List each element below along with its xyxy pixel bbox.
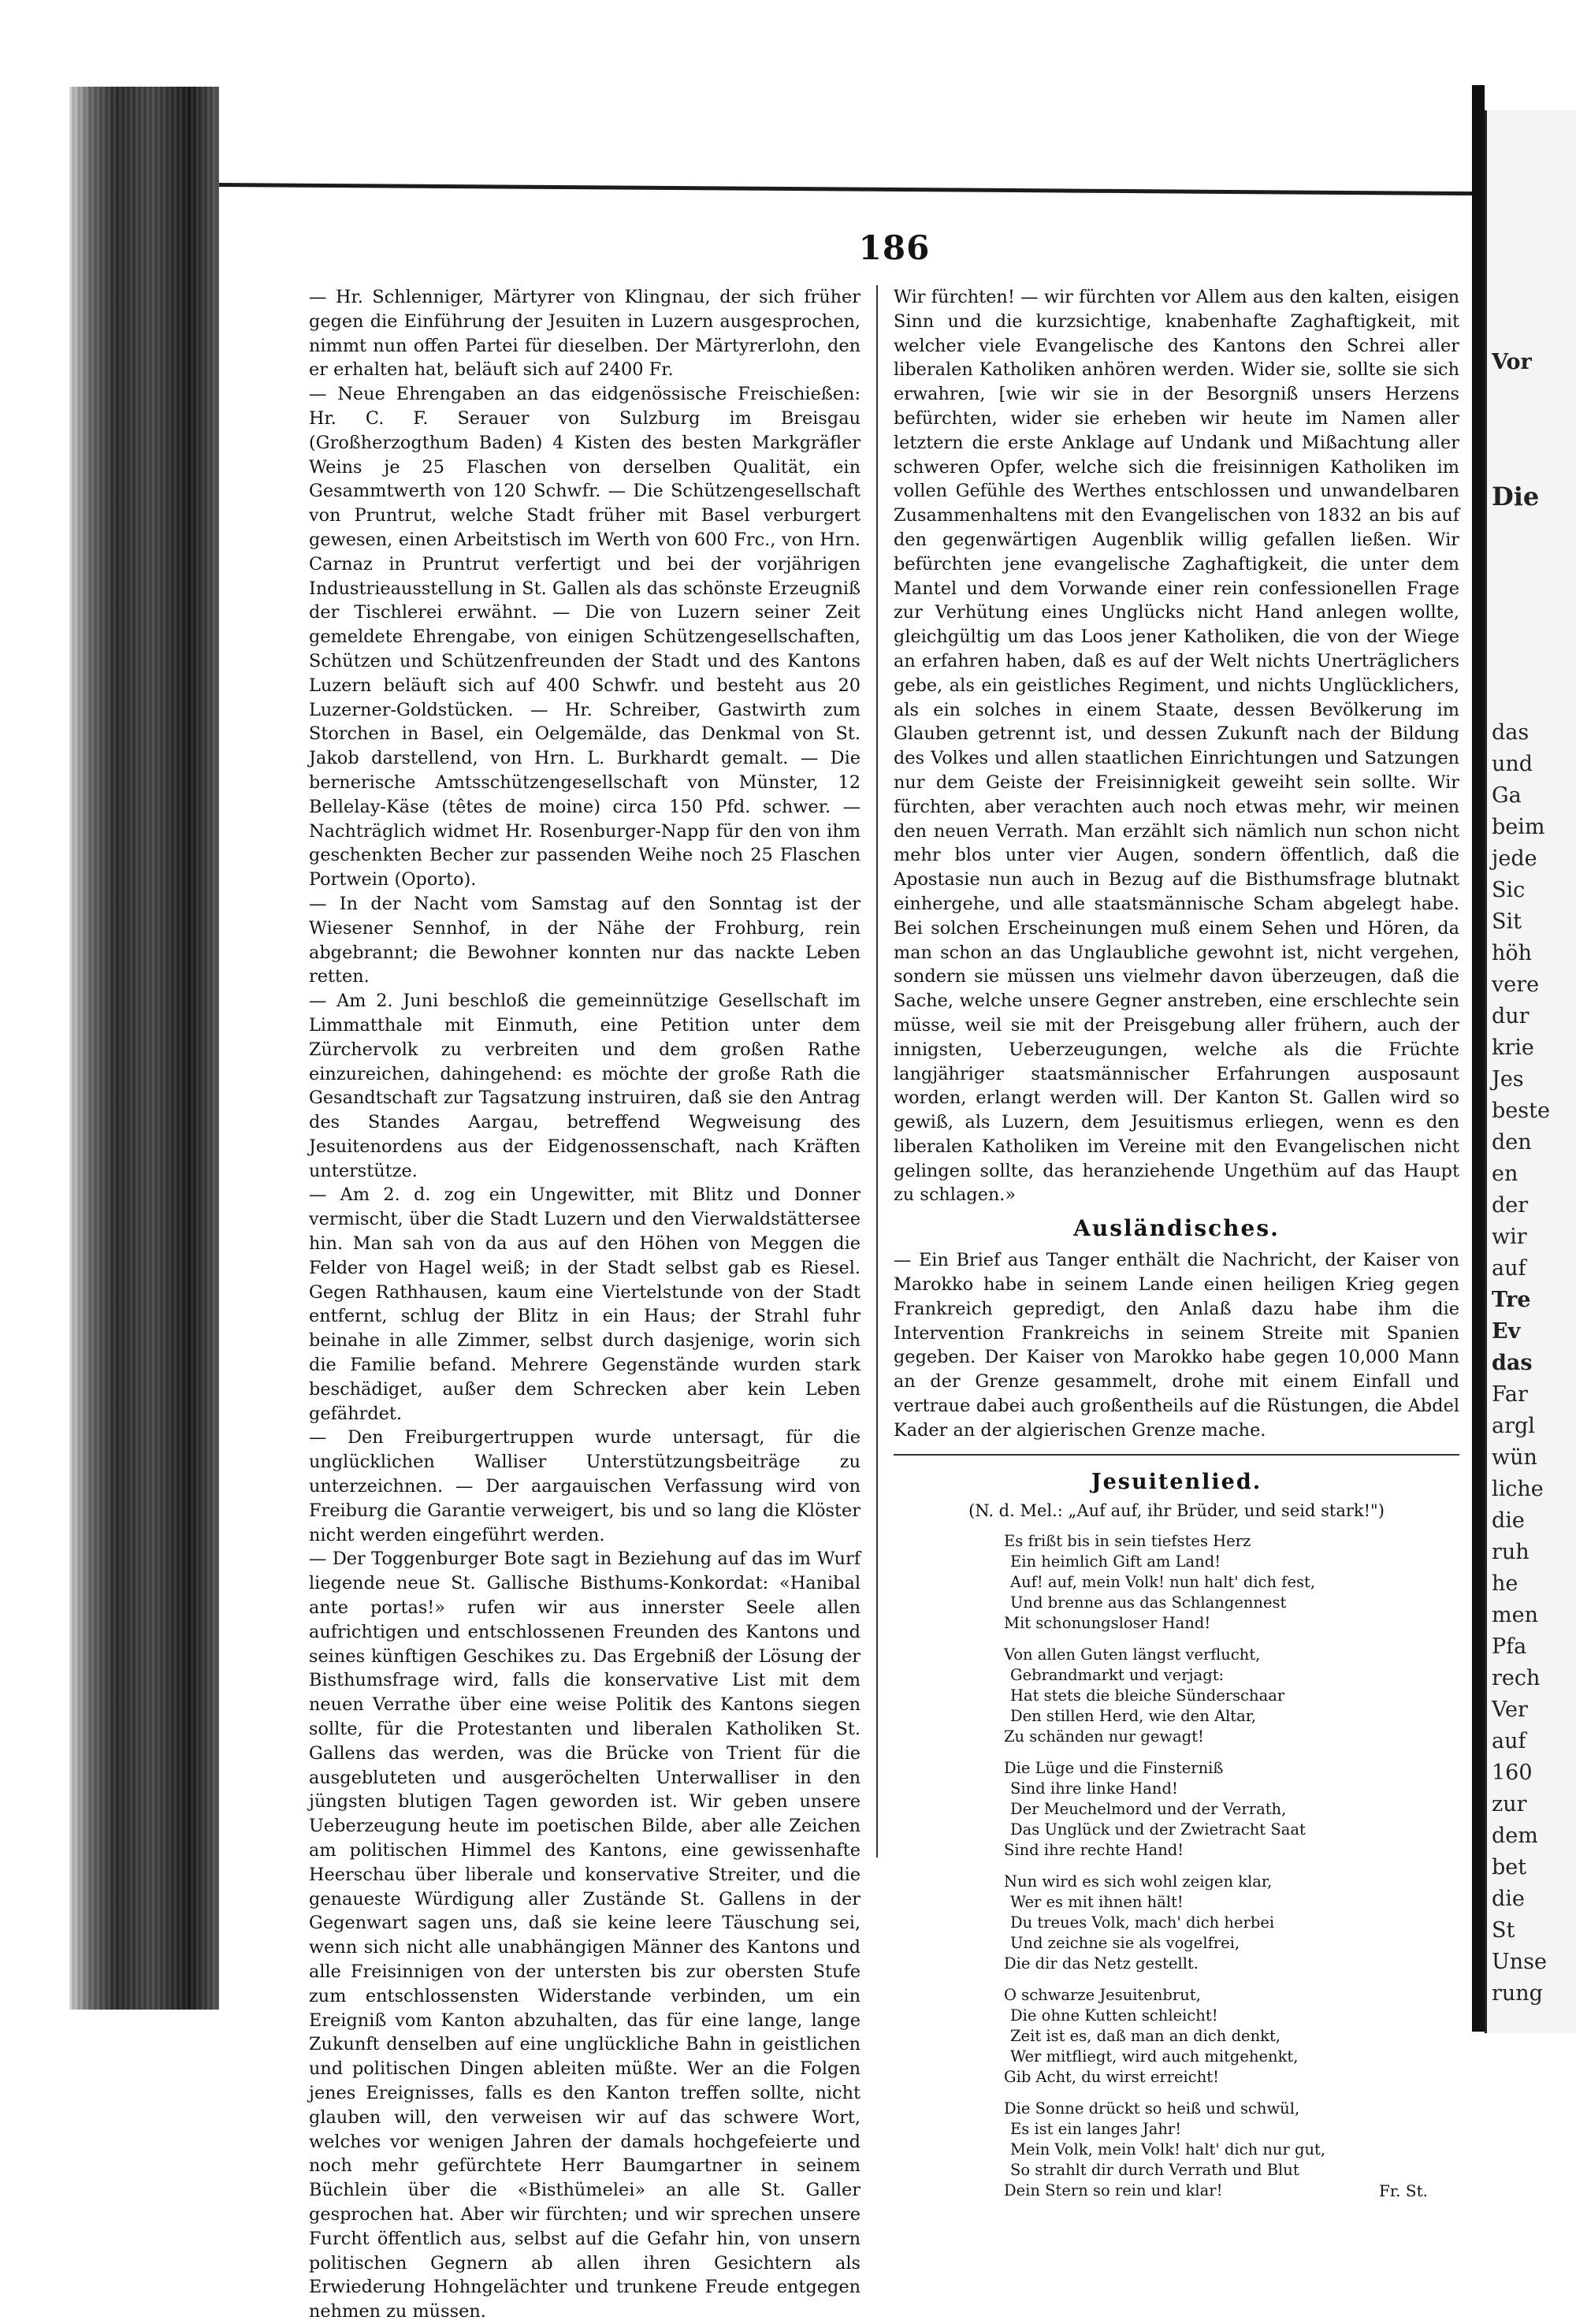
- poem-line: Mein Volk, mein Volk! halt' dich nur gut,: [1010, 2140, 1326, 2159]
- adjacent-page-line: dem: [1492, 1824, 1538, 1848]
- poem-line: Die ohne Kutten schleicht!: [1010, 2006, 1218, 2025]
- poem-line: Es ist ein langes Jahr!: [1010, 2119, 1182, 2138]
- section-divider: [894, 1454, 1459, 1456]
- poem-line: Es frißt bis in sein tiefstes Herz: [1004, 1531, 1251, 1550]
- adjacent-page-line: die: [1492, 1887, 1525, 1911]
- adjacent-page-line: wir: [1492, 1225, 1527, 1249]
- news-item-storm: — Am 2. d. zog ein Ungewitter, mit Blitz und Donner vermischt, über die Stadt Luzern und den Vierwaldstättersee hin. Man sah von da aus auf den Höhen von Meggen die Felder von Hagel weiß; in der Stadt selbst gab es Riesel. Gegen Rathhausen, kaum eine Viertelstunde von der Stadt entfernt, schlug der Blitz in ein Haus; der Strahl fuhr beinahe in alle Zimmer, selbst durch dasjenige, worin sich die Familie befand. Mehrere Gegenstände wurden stark beschädiget, außer dem Schrecken aber kein Leben gefährdet.: [309, 1184, 860, 1424]
- left-column: [309, 285, 860, 2324]
- adjacent-page-line: das: [1492, 1351, 1533, 1375]
- adjacent-page-line: Ga: [1492, 783, 1522, 808]
- book-gutter: [69, 87, 219, 2010]
- poem-line: O schwarze Jesuitenbrut,: [1004, 1985, 1201, 2004]
- adjacent-page-line: der: [1492, 1193, 1529, 1218]
- poem-stanza: [1004, 1985, 1459, 2088]
- adjacent-page-line: Ev: [1492, 1319, 1521, 1344]
- page-edge-bar: [1472, 85, 1485, 2032]
- poem-melody-note: (N. d. Mel.: „Auf auf, ihr Brüder, und seid stark!"): [968, 1500, 1385, 1520]
- news-item-morocco: — Ein Brief aus Tanger enthält die Nachricht, der Kaiser von Marokko habe in seinem Lande einen heiligen Krieg gegen Frankreich gepredigt, den Anlaß dazu habe ihm die Intervention Frankreichs in seinem Streite mit Spanien gegeben. Der Kaiser von Marokko habe gegen 10,000 Mann an der Grenze gesammelt, drohe mit einem Einfall und vertraue dabei auch großentheils auf die Rüstungen, die Abdel Kader an der algierischen Grenze mache.: [894, 1250, 1459, 1441]
- adjacent-page-line: rung: [1492, 1981, 1543, 2006]
- adjacent-page: [1485, 110, 1576, 2033]
- poem-line: Nun wird es sich wohl zeigen klar,: [1004, 1872, 1273, 1891]
- poem-line: Die dir das Netz gestellt.: [1004, 1954, 1199, 1973]
- adjacent-page-line: men: [1492, 1603, 1538, 1627]
- adjacent-page-line: bet: [1492, 1855, 1527, 1880]
- adjacent-page-line: krie: [1492, 1036, 1534, 1060]
- poem-line: Die Sonne drückt so heiß und schwül,: [1004, 2099, 1300, 2118]
- poem-line: Gebrandmarkt und verjagt:: [1010, 1665, 1225, 1684]
- poem-line: Sind ihre linke Hand!: [1010, 1779, 1178, 1798]
- adjacent-page-line: Ver: [1492, 1697, 1528, 1722]
- adjacent-page-line: rech: [1492, 1666, 1541, 1690]
- poem-line: Zu schänden nur gewagt!: [1004, 1727, 1204, 1746]
- poem-line: Das Unglück und der Zwietracht Saat: [1010, 1820, 1306, 1839]
- adjacent-page-line: die: [1492, 1508, 1525, 1533]
- adjacent-page-line: he: [1492, 1571, 1518, 1596]
- poem-line: Auf! auf, mein Volk! nun halt' dich fest,: [1010, 1572, 1316, 1591]
- poem-stanza: [1004, 1531, 1459, 1634]
- poem-stanza: [1004, 1758, 1459, 1861]
- poem-line: Du treues Volk, mach' dich herbei: [1010, 1913, 1275, 1932]
- adjacent-page-line: wün: [1492, 1445, 1537, 1470]
- adjacent-page-line: dur: [1492, 1004, 1530, 1028]
- adjacent-page-line: höh: [1492, 941, 1533, 965]
- adjacent-page-line: 160: [1492, 1761, 1533, 1785]
- page-number: 186: [858, 229, 931, 267]
- poem-line: Dein Stern so rein und klar!: [1004, 2181, 1223, 2199]
- adjacent-page-line: Vor: [1492, 350, 1532, 374]
- adjacent-page-line: auf: [1492, 1729, 1526, 1753]
- adjacent-page-line: und: [1492, 752, 1533, 776]
- adjacent-page-line: St: [1492, 1918, 1515, 1943]
- adjacent-page-line: vere: [1492, 972, 1540, 997]
- adjacent-page-line: Jes: [1492, 1067, 1524, 1091]
- adjacent-page-line: ruh: [1492, 1540, 1530, 1564]
- poem-line: Die Lüge und die Finsterniß: [1004, 1758, 1224, 1777]
- adjacent-page-line: liche: [1492, 1477, 1544, 1501]
- poem-line: Sind ihre rechte Hand!: [1004, 1840, 1184, 1859]
- adjacent-page-line: Unse: [1492, 1950, 1547, 1974]
- adjacent-page-line: Sic: [1492, 878, 1526, 902]
- page-top-rule: [219, 183, 1480, 195]
- poem-line: Der Meuchelmord und der Verrath,: [1010, 1799, 1287, 1818]
- column-divider: [876, 285, 878, 1857]
- adjacent-page-line: en: [1492, 1162, 1518, 1186]
- news-item-continuation: Wir fürchten! — wir fürchten vor Allem aus den kalten, eisigen Sinn und die kurzsichtige, knabenhafte Zaghaftigkeit, mit welcher viele Evangelische des Kantons den Schrei aller liberalen Katholiken anhören werden. Wider sie, sollte sie sich erwahren, [wie wir sie in der Besorgniß unsers Herzens befürchten, wider sie erheben wir heute im Namen aller letztern die erste Anklage auf Undank und Mißachtung aller schweren Opfer, welche sich die freisinnigen Katholiken im vollen Gefühle des Werthes entschlossen und unwandelbaren Zusammenhaltens mit den Evangelischen von 1832 an bis auf den gegenwärtigen Augenblik willig gefallen ließen. Wir befürchten jene evangelische Zaghaftigkeit, die unter dem Mantel und dem Vorwande einer rein confessionellen Frage zur Verhütung eines Unglücks nicht Hand anlegen wollte, gleichgültig um das Loos jener Katholiken, die von der Wiege an erfahren haben, daß es auf der Welt nichts Unerträglichers gebe, als ein geistliches Regiment, und nichts Unglücklichers, als ein solches in einem Staate, dessen Bevölkerung im Glauben getrennt ist, und dessen Zukunft nach der Bildung des Volkes und allen staatlichen Einrichtungen und Satzungen nur dem Geiste der Freisinnigkeit geweiht sein sollte. Wir fürchten, aber verachten auch noch etwas mehr, wir meinen den neuen Verrath. Man erzählt sich nämlich nun schon nicht mehr blos unter vier Augen, sondern öffentlich, daß die Apostasie nun auch in Bezug auf die Bisthumsfrage blutnakt einhergehe, und alle staatsmännische Scham abgelegt habe. Bei solchen Erscheinungen muß einem Sehen und Hören, da man schon an das Unglaubliche gewohnt ist, nicht vergehen, sondern sie müssen uns vielmehr davon überzeugen, daß die Sache, welche unsere Gegner anstreben, eine erschlechte sein müsse, weil sie mit der Preisgebung aller frühern, auch der innigsten, Ueberzeugungen, welche als die Früchte langjähriger staatsmännischer Erfahrungen ausposaunt worden, erlangt werden will. Der Kanton St. Gallen wird so gewiß, als Luzern, dem Jesuitismus erliegen, wenn es den liberalen Katholiken im Vereine mit den Evangelischen nicht gelingen sollte, das heranziehende Ungethüm auf das Haupt zu schlagen.»: [894, 287, 1459, 1206]
- poem-body: [1004, 1531, 1459, 2201]
- poem-line: Von allen Guten längst verflucht,: [1004, 1645, 1261, 1664]
- news-item-ehrengaben: — Neue Ehrengaben an das eidgenössische Freischießen: Hr. C. F. Serauer von Sulzburg im Breisgau (Großherzogthum Baden) 4 Kisten des besten Markgräfler Weins je 25 Flaschen von derselben Qualität, ein Gesammtwerth von 120 Schwfr. — Die Schützengesellschaft von Pruntrut, welche Stadt früher mit Basel verburgert gewesen, einen Arbeitstisch im Werth von 600 Frc., von Hrn. Carnaz in Pruntrut verfertigt und bei der vorjährigen Industrieausstellung in St. Gallen als das schönste Erzeugniß der Tischlerei erwähnt. — Die von Luzern seiner Zeit gemeldete Ehrengabe, von einigen Schützengesellschaften, Schützen und Schützenfreunden der Stadt und des Kantons Luzern beläuft sich auf 400 Schwfr. und besteht aus 20 Luzerner-Goldstücken. — Hr. Schreiber, Gastwirth zum Storchen in Basel, ein Oelgemälde, das Denkmal von St. Jakob darstellend, von Hrn. L. Burkhardt gemalt. — Die bernerische Amtsschützengesellschaft von Münster, 12 Bellelay-Käse (têtes de moine) circa 150 Pfd. schwer. — Nachträglich widmet Hr. Rosenburger-Napp für den von ihm geschenkten Becher zur passenden Weihe noch 25 Flaschen Portwein (Oporto).: [309, 384, 860, 891]
- right-column: [894, 285, 1459, 2212]
- poem-line: Gib Acht, du wirst erreicht!: [1004, 2067, 1219, 2086]
- poem-line: Mit schonungsloser Hand!: [1004, 1613, 1211, 1632]
- adjacent-page-top: [1487, 347, 1532, 378]
- poem-line: Den stillen Herd, wie den Altar,: [1010, 1706, 1257, 1725]
- news-item-sennhof-fire: — In der Nacht vom Samstag auf den Sonntag ist der Wiesener Sennhof, in der Nähe der Frohburg, rein abgebrannt; die Bewohner konnten nur das nackte Leben retten.: [309, 893, 860, 987]
- adjacent-page-line: Sit: [1492, 909, 1522, 934]
- poem-stanza: [1004, 1872, 1459, 1974]
- adjacent-page-line: Tre: [1492, 1288, 1531, 1312]
- adjacent-page-line: auf: [1492, 1256, 1526, 1281]
- adjacent-page-line: Die: [1492, 482, 1540, 511]
- poem-signature: Fr. St.: [1378, 2181, 1428, 2200]
- poem-line: So strahlt dir durch Verrath und Blut: [1010, 2160, 1299, 2179]
- adjacent-page-text: [1487, 717, 1550, 2010]
- news-item-freiburg: — Den Freiburgertruppen wurde untersagt, für die unglücklichen Walliser Unterstützungsbeiträge zu unterzeichnen. — Der aargauischen Verfassung wird von Freiburg die Garantie verweigert, bis und so lang die Klöster nicht werden eingeführt werden.: [309, 1427, 860, 1545]
- adjacent-page-line: argl: [1492, 1414, 1535, 1438]
- adjacent-page-line: den: [1492, 1130, 1532, 1155]
- poem-line: Und brenne aus das Schlangennest: [1010, 1593, 1287, 1612]
- poem-title: Jesuitenlied.: [1091, 1469, 1262, 1494]
- poem-line: Zeit ist es, daß man an dich denkt,: [1010, 2026, 1281, 2045]
- adjacent-page-head: [1487, 481, 1539, 512]
- poem-stanza: [1004, 1645, 1459, 1747]
- adjacent-page-line: das: [1492, 720, 1530, 745]
- adjacent-page-line: beim: [1492, 815, 1545, 839]
- poem-stanza: [1004, 2099, 1459, 2201]
- poem-line: Ein heimlich Gift am Land!: [1010, 1552, 1221, 1571]
- poem-line: Hat stets die bleiche Sünderschaar: [1010, 1686, 1285, 1705]
- adjacent-page-line: beste: [1492, 1099, 1550, 1123]
- adjacent-page-line: Far: [1492, 1382, 1528, 1407]
- adjacent-page-line: zur: [1492, 1792, 1527, 1816]
- news-item-toggenburger-bote: — Der Toggenburger Bote sagt in Beziehung auf das im Wurf liegende neue St. Gallische Bisthums-Konkordat: «Hanibal ante portas!» rufen wir aus innerster Seele allen aufrichtigen und entschlossenen Freunden des Kantons und seines künftigen Geschikes zu. Das Ergebniß der Lösung der Bisthumsfrage wird, falls die konservative List mit dem neuen Verrathe über eine weise Politik des Kantons siegen sollte, für die Protestanten und liberalen Katholiken St. Gallens das werden, was die Brücke von Trient für die ausgebluteten und ausgeröchelten Unterwalliser in den jüngsten blutigen Tagen geworden ist. Wir geben unsere Ueberzeugung heute im poetischen Bilde, aber alle Zeichen am politischen Himmel des Kantons, eine gewissenhafte Heerschau über liberale und konservative Streiter, und die genaueste Würdigung aller Zustände St. Gallens in der Gegenwart sagen uns, daß sie keine leere Täuschung sei, wenn sich nicht alle unabhängigen Männer des Kantons und alle Freisinnigen von der untersten bis zur obersten Stufe zum entschlossensten Widerstande verbinden, um ein Ereigniß vom Kanton abzuhalten, das für eine lange, lange Zukunft denselben auf eine unglückliche Bahn in geistlichen und politischen Dingen ableiten müßte. Wer an die Folgen jenes Ereignisses, falls es den Kanton treffen sollte, nicht glauben will, den verweisen wir auf das schwere Wort, welches vor wenigen Jahren der damals hochgefeierte und noch mehr gefürchtete Herr Baumgartner in seinem Büchlein über die «Bisthümelei» an alle St. Galler gesprochen hat. Aber wir fürchten; und wir sprechen unsere Furcht öffentlich aus, selbst auf die Gefahr hin, von unsern politischen Gegnern ab allen ihren Gesichtern als Erwiederung Hohngelächter und trunkene Freude entgegen nehmen zu müssen.: [309, 1549, 860, 2322]
- poem-line: Und zeichne sie als vogelfrei,: [1010, 1933, 1240, 1952]
- news-item-schlenniger: — Hr. Schlenniger, Märtyrer von Klingnau, der sich früher gegen die Einführung der Jesuiten in Luzern ausgesprochen, nimmt nun offen Partei für dieselben. Der Märtyrerlohn, den er erhalten hat, beläuft sich auf 2400 Fr.: [309, 287, 860, 381]
- adjacent-page-line: jede: [1492, 846, 1537, 871]
- news-item-petition: — Am 2. Juni beschloß die gemeinnützige Gesellschaft im Limmatthale mit Einmuth, eine Petition unter dem Zürchervolk zu verbreiten und dem großen Rathe einzureichen, dahingehend: es möchte der große Rath die Gesandtschaft zur Tagsatzung instruiren, daß sie den Antrag des Standes Aargau, betreffend Wegweisung des Jesuitenordens aus der Eidgenossenschaft, nach Kräften unterstütze.: [309, 991, 860, 1181]
- adjacent-page-line: Pfa: [1492, 1634, 1527, 1659]
- section-heading-foreign: Ausländisches.: [1073, 1215, 1280, 1242]
- poem-line: Wer es mit ihnen hält!: [1010, 1892, 1184, 1911]
- poem-line: Wer mitfliegt, wird auch mitgehenkt,: [1010, 2047, 1299, 2066]
